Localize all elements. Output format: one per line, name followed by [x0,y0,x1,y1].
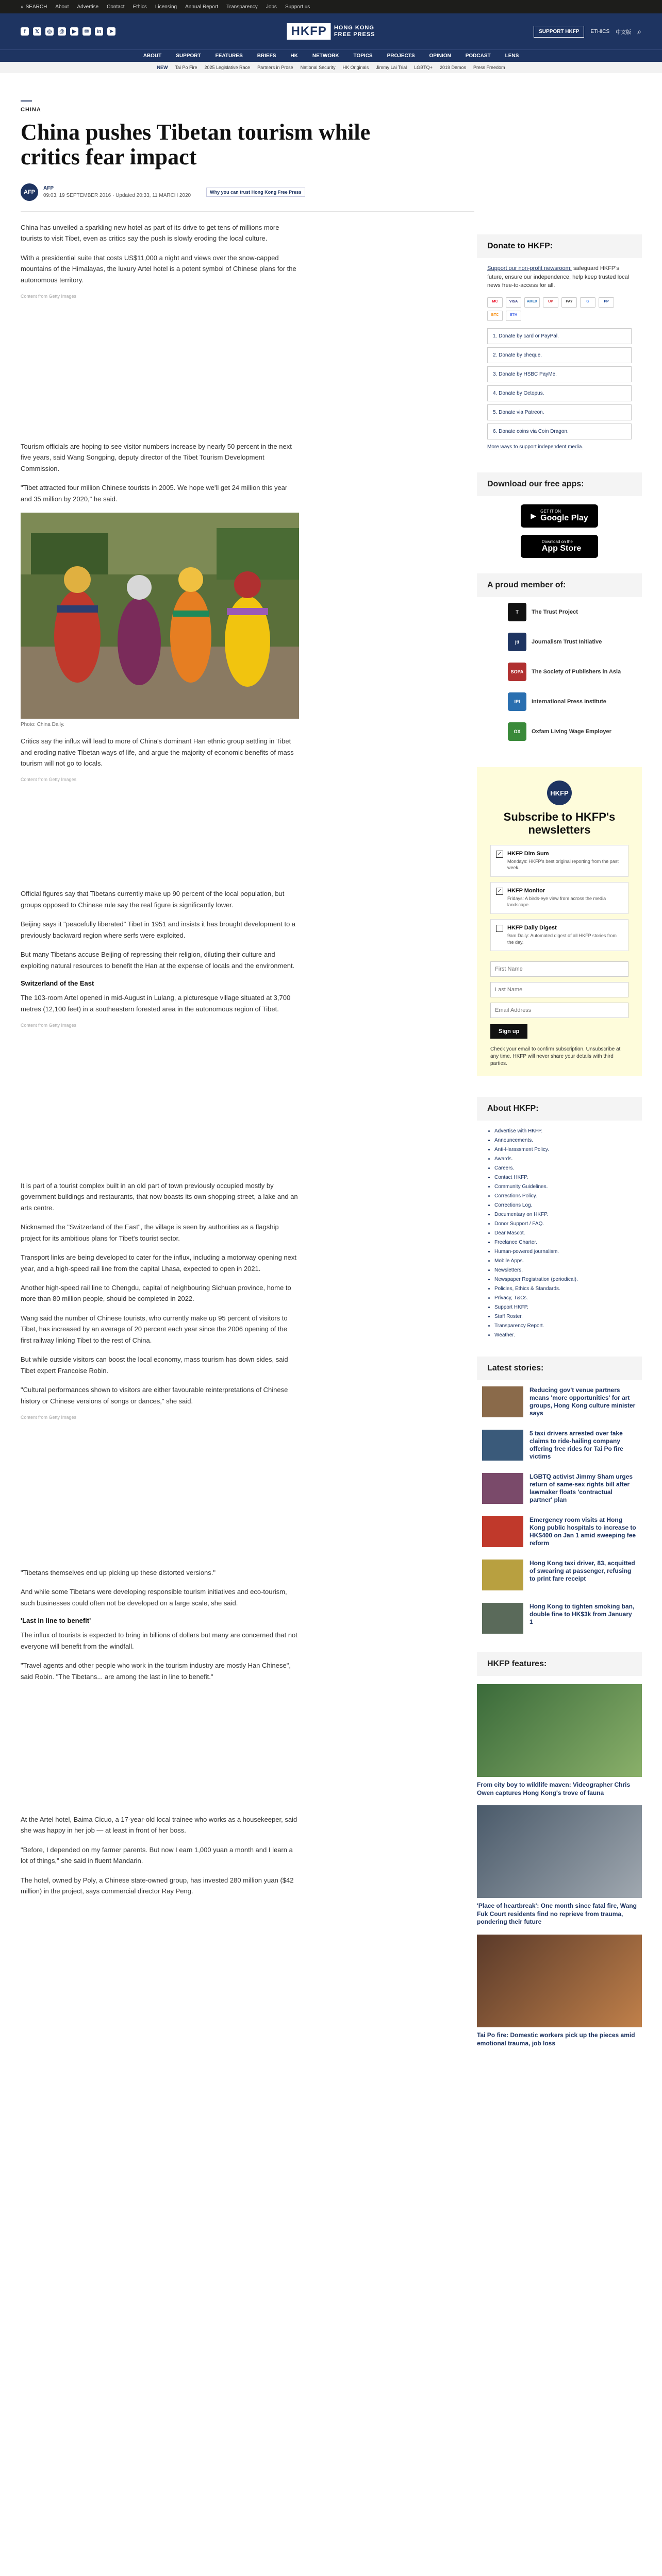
checkbox[interactable]: ✓ [496,851,503,858]
paragraph: Wang said the number of Chinese tourists, who currently make up 95 percent of visitors to Tibet, has increased by an average of 20 percent each year since the 2006 opening of the first railway linking Tibet to the rest of China. [21,1314,288,1344]
category-rule [21,100,32,101]
visa-icon: VISA [506,297,521,308]
oxfam-icon: OX [508,722,526,741]
member-logo[interactable]: SOPA The Society of Publishers in Asia [477,657,642,687]
feature-item[interactable]: From city boy to wildlife maven: Videographer Chris Owen captures Hong Kong's trove of fauna [477,1684,642,1797]
ipi-icon: IPI [508,692,526,711]
ethereum-icon: ETH [506,311,521,321]
about-link[interactable]: • Mobile Apps. [494,1257,632,1266]
paragraph: "Travel agents and other people who work in the tourism industry are mostly Han Chinese", said Robin. "The Tibetans... are among the last in line to benefit." [21,1662,291,1681]
paypal-icon: PP [599,297,614,308]
newsletter-title: Subscribe to HKFP's newsletters [503,810,616,837]
about-link[interactable]: • Staff Roster. [494,1312,632,1321]
article [21,100,474,1905]
donate-option[interactable]: 4. Donate by Octopus. [487,385,632,401]
instagram-icon[interactable]: ◎ [45,27,54,36]
trust-link[interactable]: Why you can trust Hong Kong Free Press [206,188,305,197]
utility-link[interactable]: Support us [285,4,310,10]
donate-option[interactable]: 5. Donate via Patreon. [487,404,632,420]
paragraph: Critics say the influx will lead to more of China's dominant Han ethnic group settling in Tibet and eroding native Tibetan ways of life, and argue the majority of economic benefits of mass tourism will not go to locals. [21,737,294,768]
nav-about[interactable]: ABOUT [143,53,162,59]
donate-option[interactable]: 3. Donate by HSBC PayMe. [487,366,632,382]
author-avatar[interactable]: AFP [21,183,38,201]
site-header [0,13,662,49]
paragraph: At the Artel hotel, Baima Cicuo, a 17-year-old local trainee who works as a housekeeper, said she was happy in her job — at least in front of her boss. [21,1816,297,1835]
photo-caption: Photo: China Daily. [21,722,64,728]
utility-link[interactable]: Annual Report [185,4,219,10]
first-name-input[interactable] [490,961,628,977]
about-link[interactable]: • Policies, Ethics & Standards. [494,1284,632,1294]
ad-slot [21,1690,299,1814]
search-icon[interactable]: ⌕ [637,27,641,36]
donate-options [487,328,632,439]
about-link[interactable]: • Community Guidelines. [494,1182,632,1192]
logo-mark: HKFP [287,23,330,40]
apple-pay-icon: PAY [561,297,577,308]
about-link[interactable]: • Corrections Log. [494,1201,632,1210]
email-input[interactable] [490,1003,628,1018]
newsletter-panel [477,767,642,1076]
google-play-button[interactable]: ▶ GET IT ON Google Play [521,504,598,528]
utility-link[interactable]: Ethics [133,4,147,10]
signup-button[interactable]: Sign up [490,1024,527,1039]
about-title: About HKFP: [477,1097,642,1121]
sidebar [477,234,642,2047]
utility-link[interactable]: Transparency [226,4,258,10]
utility-link[interactable]: Contact [107,4,125,10]
newsletter-option[interactable]: HKFP Daily Digest 9am Daily: Automated digest of all HKFP stories from the day. [490,919,628,951]
story-item[interactable]: 5 taxi drivers arrested over fake claims to ride-hailing company offering free rides for Tai Po fire victims [477,1423,642,1467]
story-thumbnail [482,1473,523,1504]
story-item[interactable]: Emergency room visits at Hong Kong public hospitals to increase to HK$400 on Jan 1 amid sweeping fee reform [477,1510,642,1553]
paragraph: Transport links are being developed to cater for the influx, including a motorway opening next year, and a high-speed rail line from the capital Lhasa, expected to open in 2021. [21,1253,296,1273]
trending-link[interactable]: 2019 Demos [439,65,466,70]
feature-image [477,1805,642,1898]
checkbox[interactable] [496,925,503,932]
donate-option[interactable]: 6. Donate coins via Coin Dragon. [487,423,632,439]
newsletter-badge: HKFP [547,781,572,805]
mastercard-icon: MC [487,297,503,308]
about-link[interactable]: • Support HKFP. [494,1303,632,1312]
site-logo[interactable] [287,23,375,40]
paragraph: "Tibet attracted four million Chinese tourists in 2005. We hope we'll get 24 million this year and 35 million by 2020," he said. [21,484,288,503]
nav-topics[interactable]: TOPICS [353,53,373,59]
member-logo[interactable]: OX Oxfam Living Wage Employer [477,717,642,747]
about-link[interactable]: • Awards. [494,1155,632,1164]
ad-slot [21,1036,299,1180]
paragraph: China has unveiled a sparkling new hotel as part of its drive to get tens of millions more tourists to visit Tibet, even as critics say the push is slowly eroding the local culture. [21,223,279,243]
newsletter-option[interactable]: ✓ HKFP Monitor Fridays: A birds-eye view from across the media landscape. [490,882,628,914]
about-link[interactable]: • Dear Mascot. [494,1229,632,1238]
paragraph: "Cultural performances shown to visitors are either favourable reinterpretations of Chinese history or Chinese versions of songs or dances," she said. [21,1386,288,1405]
about-link[interactable]: • Documentary on HKFP. [494,1210,632,1219]
nav-briefs[interactable]: BRIEFS [257,53,276,59]
trending-link[interactable]: HK Originals [342,65,369,70]
about-link[interactable]: • Privacy, T&Cs. [494,1294,632,1303]
utility-link[interactable]: Advertise [77,4,99,10]
features-panel [477,1652,642,2047]
trending-link[interactable]: Press Freedom [473,65,505,70]
about-link[interactable]: • Careers. [494,1164,632,1173]
ad-slot [21,1428,299,1567]
byline-meta [43,185,191,199]
member-panel [477,573,642,747]
features-title: HKFP features: [477,1652,642,1676]
logo-name: HONG KONG FREE PRESS [334,25,375,38]
story-item[interactable]: LGBTQ activist Jimmy Sham urges return of same-sex rights bill after lawmaker floats 'contractual partner' plan [477,1467,642,1510]
paragraph: But many Tibetans accuse Beijing of repressing their religion, diluting their culture and exploiting natural resources to benefit the Han at the expense of locals and the environment. [21,951,295,970]
member-logo[interactable]: jti Journalism Trust Initiative [477,627,642,657]
nav-opinion[interactable]: OPINION [429,53,451,59]
facebook-icon[interactable]: f [21,27,29,36]
more-ways-link[interactable]: More ways to support independent media. [487,444,584,450]
member-logo[interactable]: T The Trust Project [477,597,642,627]
about-link[interactable]: • Corrections Policy. [494,1192,632,1201]
paragraph: "Before, I depended on my farmer parents. But now I earn 1,000 yuan a month and I learn a lot of things," she said in fluent Mandarin. [21,1845,293,1865]
threads-icon[interactable]: @ [58,27,66,36]
apps-panel [477,472,642,558]
nav-projects[interactable]: PROJECTS [387,53,415,59]
x-icon[interactable]: 𝕏 [33,27,41,36]
nav-network[interactable]: NETWORK [312,53,339,59]
about-link[interactable]: • Contact HKFP. [494,1173,632,1182]
paragraph: Beijing says it "peacefully liberated" Tibet in 1951 and insists it has brought development to a previously backward region where serfs were exploited. [21,920,296,939]
feature-item[interactable]: Tai Po fire: Domestic workers pick up the pieces amid emotional trauma, job loss [477,1935,642,2047]
last-name-input[interactable] [490,982,628,997]
article-title: China pushes Tibetan tourism while critics fear impact [21,120,371,170]
paragraph: The 103-room Artel opened in mid-August in Lulang, a picturesque village situated at 3,700 metres (12,100 feet) in a southeastern forested area in the autonomous region of Tibet. [21,994,291,1013]
publish-date: 09:03, 19 SEPTEMBER 2016 · Updated 20:33, 11 MARCH 2020 [43,192,191,198]
social-links [21,27,115,36]
donate-panel [477,258,642,457]
newsletter-option[interactable]: ✓ HKFP Dim Sum Mondays: HKFP's best original reporting from the past week. [490,845,628,877]
about-link[interactable]: • Weather. [494,1331,632,1340]
payment-methods [487,297,632,321]
subheading: Switzerland of the East [21,979,94,988]
main-nav [0,49,662,62]
tibetan-dance-image [21,513,299,719]
feature-image [477,1935,642,2027]
trending-link[interactable]: National Security [300,65,336,70]
chinese-edition-link[interactable]: 中文版 [616,29,632,36]
amex-icon: AMEX [524,297,540,308]
trending-link[interactable]: LGBTQ+ [414,65,433,70]
donate-option[interactable]: 1. Donate by card or PayPal. [487,328,632,344]
apps-title: Download our free apps: [477,472,642,496]
about-link[interactable]: • Transparency Report. [494,1321,632,1331]
google-play-icon: ▶ [531,512,537,520]
donate-text: safeguard HKFP's future, ensure our independence, help keep trusted local news free-to-access for all. [487,265,630,289]
about-link[interactable]: • Newsletters. [494,1266,632,1275]
paragraph: Another high-speed rail line to Chengdu, capital of neighbouring Sichuan province, home to more than 80 million people, should be completed in 2022. [21,1284,291,1303]
ad-label: Content from Getty Images [21,293,77,299]
ethics-link[interactable]: ETHICS [590,28,610,35]
utility-link[interactable]: Licensing [155,4,177,10]
unionpay-icon: UP [543,297,558,308]
nav-support[interactable]: SUPPORT [176,53,201,59]
story-thumbnail [482,1560,523,1590]
paragraph: Official figures say that Tibetans currently make up 90 percent of the local population, but groups opposed to Chinese rule say the real figure is significantly lower. [21,890,285,909]
google-pay-icon: G [580,297,595,308]
paragraph: Tourism officials are hoping to see visitor numbers increase by nearly 50 percent in the next five years, said Wang Songping, deputy director of the Tibet Tourism Development Commission. [21,442,292,472]
story-item[interactable]: Reducing gov't venue partners means 'more opportunities' for art groups, Hong Kong culture minister says [477,1380,642,1423]
utility-search[interactable]: ⌕ SEARCH [21,4,47,10]
nav-features[interactable]: FEATURES [215,53,243,59]
search-icon: ⌕ [21,4,24,10]
linkedin-icon[interactable]: in [95,27,103,36]
story-thumbnail [482,1430,523,1461]
telegram-icon[interactable]: ➤ [107,27,115,36]
youtube-icon[interactable]: ▶ [70,27,78,36]
about-panel [477,1097,642,1346]
paragraph: "Tibetans themselves end up picking up these distorted versions." [21,1568,216,1577]
divider [21,211,474,212]
trending-bar [0,62,662,73]
ad-slot [21,307,299,441]
trending-link[interactable]: Tai Po Fire [175,65,197,70]
utility-bar [0,0,662,13]
feature-item[interactable]: 'Place of heartbreak': One month since fatal fire, Wang Fuk Court residents find no reprieve from trauma, pondering their future [477,1805,642,1926]
sopa-icon: SOPA [508,663,526,681]
paragraph: But while outside visitors can boost the local economy, mass tourism has down sides, said Tibet expert Francoise Robin. [21,1355,288,1375]
support-button[interactable]: SUPPORT HKFP [534,26,584,38]
paragraph: Nicknamed the "Switzerland of the East", the village is seen by authorities as a flagship project for its ambitious plans for Tibet's tourist sector. [21,1223,279,1242]
utility-link[interactable]: About [55,4,69,10]
about-link[interactable]: • Announcements. [494,1136,632,1145]
article-body [21,222,299,1897]
paragraph: With a presidential suite that costs US$11,000 a night and views over the snow-capped mountains of the Himalayas, the luxury Artel hotel is a potent symbol of Chinese plans for the autonomous territory. [21,253,296,284]
header-actions [534,26,641,38]
article-photo[interactable] [21,513,299,719]
about-links [477,1121,642,1346]
nav-lens[interactable]: LENS [505,53,519,59]
about-link[interactable]: • Donor Support / FAQ. [494,1219,632,1229]
newsletter-note: Check your email to confirm subscription. Unsubscribe at any time. HKFP will never share your details with third parties. [490,1046,621,1067]
app-store-button[interactable]: Download on the App Store [521,535,598,558]
story-thumbnail [482,1386,523,1417]
about-link[interactable]: • Newspaper Registration (periodical). [494,1275,632,1284]
trust-project-icon: T [508,603,526,621]
latest-stories [477,1357,642,1640]
paragraph: The influx of tourists is expected to bring in billions of dollars but many are concerned that not everyone will benefit from the windfall. [21,1631,297,1650]
paragraph: The hotel, owned by Poly, a Chinese state-owned group, has invested 280 million yuan ($42 million) in the project, says commercial director Ray Peng. [21,1876,294,1895]
story-item[interactable]: Hong Kong to tighten smoking ban, double fine to HK$3k from January 1 [477,1597,642,1640]
ad-slot [21,790,299,888]
about-link[interactable]: • Anti-Harassment Policy. [494,1145,632,1155]
feature-image [477,1684,642,1777]
latest-title: Latest stories: [477,1357,642,1380]
nav-podcast[interactable]: PODCAST [465,53,491,59]
donate-link[interactable]: Support our non-profit newsroom: [487,265,572,272]
paragraph: And while some Tibetans were developing responsible tourism initiatives and eco-tourism, such businesses could often not be developed on a large scale, she said. [21,1588,287,1607]
story-thumbnail [482,1603,523,1634]
about-link[interactable]: • Freelance Charter. [494,1238,632,1247]
trending-link[interactable]: Partners in Prose [257,65,293,70]
ad-label: Content from Getty Images [21,777,77,783]
ad-label: Content from Getty Images [21,1414,77,1420]
byline [21,183,474,201]
trending-label: NEW [157,65,168,70]
member-logo[interactable]: IPI International Press Institute [477,687,642,717]
email-icon[interactable]: ✉ [82,27,91,36]
donate-option[interactable]: 2. Donate by cheque. [487,347,632,363]
bitcoin-icon: BTC [487,311,503,321]
paragraph: It is part of a tourist complex built in an old part of town previously occupied mostly by government buildings and restaurants, that now boasts its own shopping street, a lake and an arts centre. [21,1181,298,1212]
utility-link[interactable]: Jobs [266,4,277,10]
checkbox[interactable]: ✓ [496,888,503,895]
nav-hk[interactable]: HK [290,53,298,59]
trending-link[interactable]: Jimmy Lai Trial [376,65,407,70]
about-link[interactable]: • Advertise with HKFP. [494,1127,632,1136]
jti-icon: jti [508,633,526,651]
donate-title: Donate to HKFP: [477,234,642,258]
subheading: 'Last in line to benefit' [21,1617,91,1625]
author-name[interactable]: AFP [43,185,54,191]
about-link[interactable]: • Human-powered journalism. [494,1247,632,1257]
member-title: A proud member of: [477,573,642,597]
trending-link[interactable]: 2025 Legislative Race [204,65,251,70]
story-item[interactable]: Hong Kong taxi driver, 83, acquitted of swearing at passenger, refusing to print fare receipt [477,1553,642,1597]
article-category[interactable]: CHINA [21,107,41,113]
story-thumbnail [482,1516,523,1547]
ad-label: Content from Getty Images [21,1022,77,1028]
